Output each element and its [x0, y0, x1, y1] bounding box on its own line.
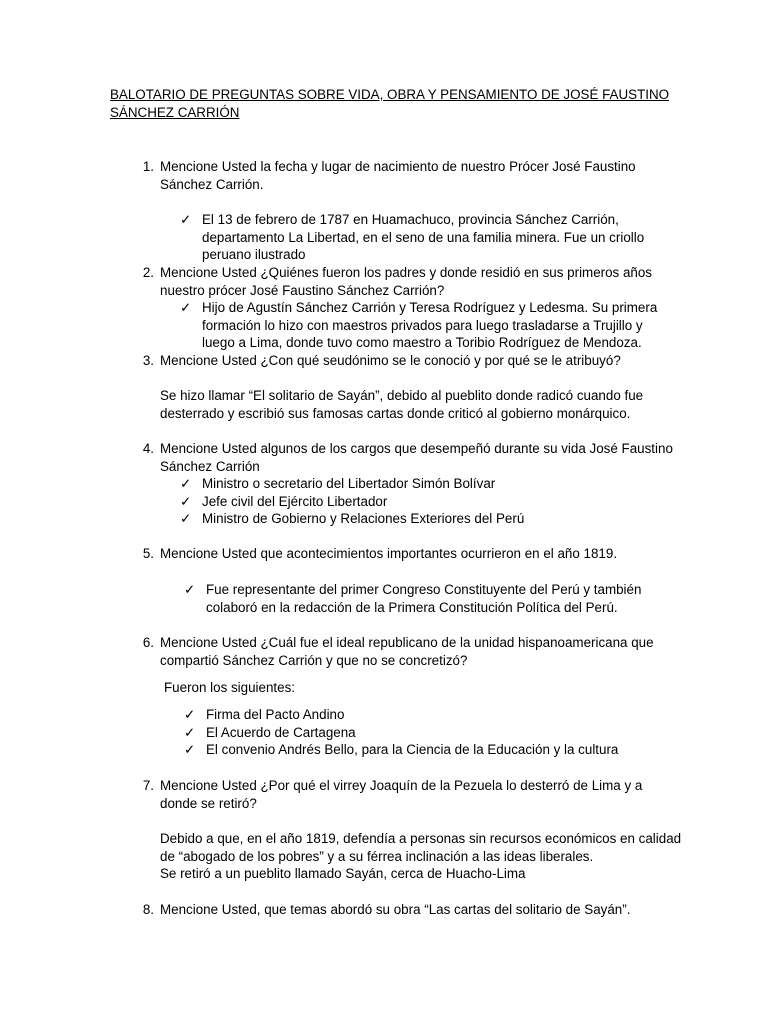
question-line: Mencione Usted que acontecimientos importantes ocurrieron en el año 1819.: [160, 546, 618, 561]
answer-line: Se hizo llamar “El solitario de Sayán”, debido al pueblito donde radicó cuando fue: [160, 388, 644, 403]
question-number: 8.: [142, 902, 154, 917]
question-line: Mencione Usted ¿Cuál fue el ideal republicano de la unidad hispanoamericana que: [160, 635, 654, 650]
bullet-line: luego a Lima, donde tuvo como maestro a Toribio Rodríguez de Mendoza.: [202, 335, 642, 350]
question-text: [160, 158, 660, 193]
bullet-line: El 13 de febrero de 1787 en Huamachuco, provincia Sánchez Carrión,: [202, 212, 619, 227]
bullet-text: El convenio Andrés Bello, para la Ciencia de la Educación y la cultura: [206, 742, 619, 757]
question-text: [160, 634, 660, 669]
bullet-line: Fue representante del primer Congreso Constituyente del Perú y también: [206, 582, 642, 597]
question-line: Sánchez Carrión: [160, 458, 260, 474]
question-text: [160, 440, 673, 475]
document-title: BALOTARIO DE PREGUNTAS SOBRE VIDA, OBRA Y PENSAMIENTO DE JOSÉ FAUSTINO SÁNCHEZ CARRIÓN: [110, 87, 670, 120]
question-text: [160, 545, 660, 563]
bullet-line: colaboró en la redacción de la Primera Constitución Política del Perú.: [206, 599, 618, 615]
question-number: 1.: [142, 159, 154, 174]
answer-7-paragraph: [160, 830, 682, 883]
check-icon: ✓: [184, 707, 196, 722]
bullet-line: formación lo hizo con maestros privados para luego trasladarse a Trujillo y: [202, 317, 643, 333]
question-text: [160, 777, 660, 812]
question-line: Mencione Usted, que temas abordó su obra “Las cartas del solitario de Sayán”.: [160, 902, 631, 917]
question-number: 6.: [142, 635, 154, 650]
check-icon: ✓: [180, 212, 192, 227]
question-number: 5.: [142, 546, 154, 561]
check-icon: ✓: [180, 511, 192, 526]
bullet-text: [202, 211, 662, 264]
check-icon: ✓: [184, 725, 196, 740]
question-line: Mencione Usted la fecha y lugar de nacimiento de nuestro Prócer José Faustino: [160, 159, 636, 174]
question-text: [160, 901, 660, 919]
bullet-text: Ministro o secretario del Libertador Simón Bolívar: [202, 476, 496, 491]
check-icon: ✓: [184, 582, 196, 597]
bullet-line: peruano ilustrado: [202, 247, 306, 262]
question-line: Sánchez Carrión.: [160, 176, 264, 192]
question-line: Mencione Usted ¿Con qué seudónimo se le conoció y por qué se le atribuyó?: [160, 353, 621, 368]
question-text: [160, 264, 660, 299]
bullet-text: Ministro de Gobierno y Relaciones Exteriores del Perú: [202, 511, 525, 526]
answer-line: Se retiró a un pueblito llamado Sayán, cerca de Huacho-Lima: [160, 866, 526, 881]
bullet-text: [202, 299, 662, 352]
bullet-text: [206, 581, 666, 616]
question-line: Mencione Usted ¿Quiénes fueron los padres y donde residió en sus primeros años: [160, 265, 653, 280]
check-icon: ✓: [184, 742, 196, 757]
bullet-line: departamento La Libertad, en el seno de una familia minera. Fue un criollo: [202, 229, 645, 245]
question-number: 3.: [142, 353, 154, 368]
question-text: [160, 352, 660, 370]
question-line: Mencione Usted ¿Por qué el virrey Joaquín de la Pezuela lo desterró de Lima y a: [160, 778, 643, 793]
check-icon: ✓: [180, 494, 192, 509]
bullet-text: Firma del Pacto Andino: [206, 707, 345, 722]
answer-3-paragraph: [160, 387, 660, 422]
answer-line: de “abogado de los pobres” y a su férrea inclinación a las ideas liberales.: [160, 848, 594, 864]
question-number: 2.: [142, 265, 154, 280]
answer-6-intro: [164, 679, 664, 697]
question-line: Mencione Usted algunos de los cargos que desempeñó durante su vida José Faustino: [160, 441, 673, 456]
check-icon: ✓: [180, 300, 192, 315]
question-number: 4.: [142, 441, 154, 456]
bullet-text: Jefe civil del Ejército Libertador: [202, 494, 388, 509]
bullet-line: Hijo de Agustín Sánchez Carrión y Teresa Rodríguez y Ledesma. Su primera: [202, 300, 658, 315]
question-number: 7.: [142, 778, 154, 793]
bullet-text: El Acuerdo de Cartagena: [206, 725, 356, 740]
question-line: compartió Sánchez Carrión y que no se concretizó?: [160, 652, 468, 668]
question-line: nuestro prócer José Faustino Sánchez Carrión?: [160, 282, 445, 298]
answer-line: desterrado y escribió sus famosas cartas donde criticó al gobierno monárquico.: [160, 405, 631, 421]
answer-line: Fueron los siguientes:: [164, 680, 296, 695]
check-icon: ✓: [180, 476, 192, 491]
answer-line: Debido a que, en el año 1819, defendía a personas sin recursos económicos en calidad: [160, 831, 682, 846]
question-line: donde se retiró?: [160, 795, 257, 811]
